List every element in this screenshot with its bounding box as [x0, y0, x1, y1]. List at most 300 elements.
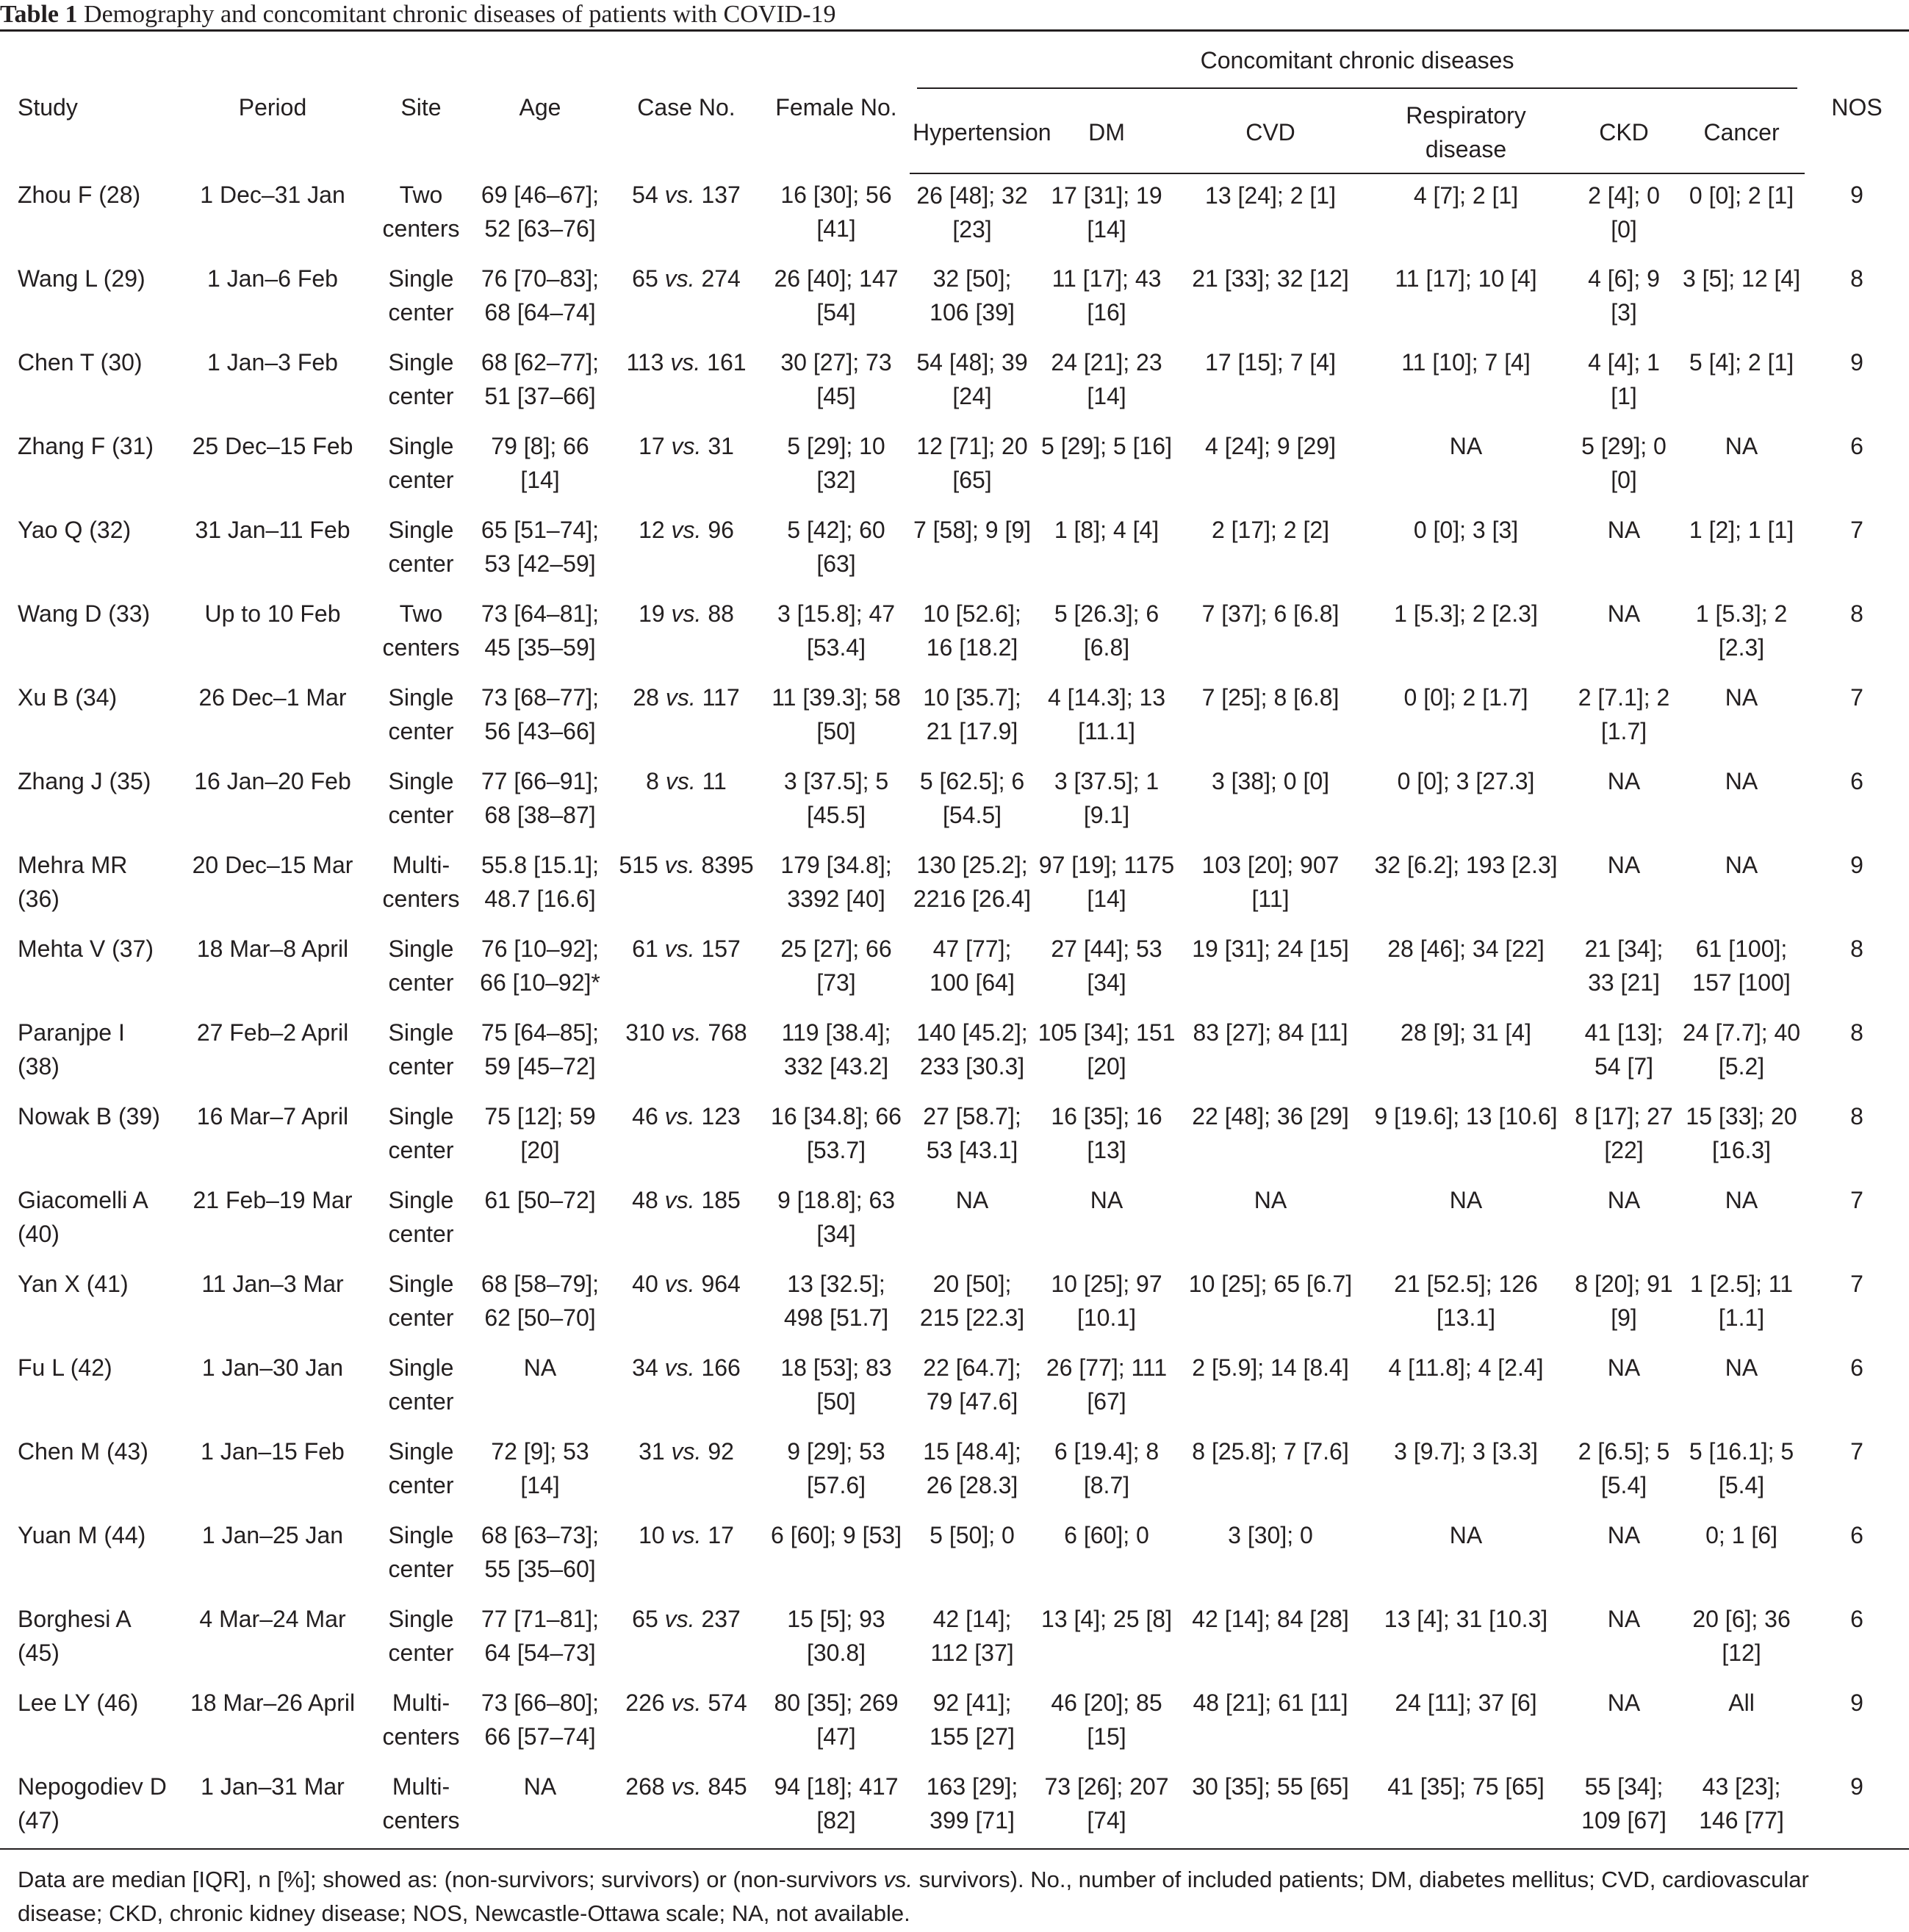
cell-dm: 11 [17]; 43 [16] — [1051, 265, 1162, 326]
cell-cvd: 2 [5.9]; 14 [8.4] — [1192, 1354, 1349, 1381]
cell-cvd: 42 [14]; 84 [28] — [1192, 1606, 1349, 1632]
cell-study: Paranjpe I (38) — [18, 1019, 125, 1080]
cell-case-no — [610, 1681, 763, 1765]
cell-nos: 9 — [1850, 852, 1863, 878]
cell-period: 21 Feb–19 Mar — [193, 1187, 353, 1213]
table-body — [0, 173, 1909, 1849]
case-survivors: 157 — [701, 936, 741, 962]
case-vs: vs. — [664, 1354, 695, 1381]
cell-cancer: 20 [6]; 36 [12] — [1692, 1606, 1791, 1666]
cell-study: Zhou F (28) — [18, 182, 141, 208]
cell-cancer: 0 [0]; 2 [1] — [1689, 182, 1794, 209]
cell-dm: NA — [1090, 1187, 1124, 1213]
cell-nos: 9 — [1850, 182, 1863, 208]
cell-respiratory: 4 [7]; 2 [1] — [1413, 182, 1519, 209]
case-vs: vs. — [671, 517, 702, 543]
header-dm: DM — [1035, 92, 1179, 173]
cell-age: 73 [68–77]; 56 [43–66] — [481, 684, 600, 744]
case-vs: vs. — [664, 1271, 695, 1297]
cell-cancer: NA — [1725, 852, 1758, 878]
cell-respiratory: 28 [46]; 34 [22] — [1387, 936, 1545, 962]
cell-female-no: 119 [38.4]; 332 [43.2] — [781, 1019, 891, 1080]
cell-female-no: 16 [30]; 56 [41] — [780, 182, 892, 242]
cell-ckd: NA — [1607, 1187, 1641, 1213]
table-row — [0, 1765, 1909, 1849]
cell-cancer: NA — [1725, 684, 1758, 711]
case-nonsurvivors: 17 — [639, 433, 665, 459]
case-vs: vs. — [671, 1019, 702, 1046]
header-study: Study — [0, 31, 173, 174]
cell-hypertension: 20 [50]; 215 [22.3] — [919, 1271, 1025, 1331]
case-nonsurvivors: 61 — [632, 936, 658, 962]
cell-nos: 8 — [1850, 1019, 1863, 1046]
header-ckd: CKD — [1570, 92, 1678, 173]
cell-period: 1 Jan–3 Feb — [207, 349, 338, 376]
table-row — [0, 509, 1909, 592]
cell-age: 73 [66–80]; 66 [57–74] — [481, 1689, 600, 1750]
cell-respiratory: 0 [0]; 2 [1.7] — [1403, 684, 1528, 711]
case-vs: vs. — [671, 433, 702, 459]
cell-case-no — [610, 1346, 763, 1430]
table-caption — [0, 0, 1909, 29]
cell-age: 68 [62–77]; 51 [37–66] — [481, 349, 600, 409]
case-nonsurvivors: 46 — [632, 1103, 658, 1130]
cell-study: Nepogodiev D (47) — [0, 1765, 173, 1849]
table-row — [0, 1681, 1909, 1765]
cell-cvd: 13 [24]; 2 [1] — [1205, 182, 1336, 209]
cell-cvd: 19 [31]; 24 [15] — [1192, 936, 1349, 962]
cell-respiratory: 11 [10]; 7 [4] — [1401, 349, 1531, 376]
cell-period: 18 Mar–26 April — [190, 1689, 356, 1716]
table-row — [0, 592, 1909, 676]
cell-dm: 3 [37.5]; 1 [9.1] — [1054, 768, 1160, 828]
case-vs: vs. — [664, 936, 695, 962]
case-nonsurvivors: 40 — [632, 1271, 658, 1297]
cell-age: 65 [51–74]; 53 [42–59] — [481, 517, 600, 577]
cell-dm: 1 [8]; 4 [4] — [1054, 517, 1160, 543]
cell-age: 75 [64–85]; 59 [45–72] — [481, 1019, 600, 1080]
cell-dm: 5 [29]; 5 [16] — [1041, 433, 1172, 459]
cell-female-no: 3 [37.5]; 5 [45.5] — [783, 768, 889, 828]
cell-hypertension: 10 [52.6]; 16 [18.2] — [923, 600, 1021, 661]
cell-case-no — [610, 927, 763, 1011]
cell-dm: 13 [4]; 25 [8] — [1041, 1606, 1172, 1632]
cell-age: 73 [64–81]; 45 [35–59] — [481, 600, 600, 661]
case-vs: vs. — [664, 1187, 695, 1213]
cell-study: Giacomelli A (40) — [18, 1187, 148, 1247]
cell-site: Single center — [388, 1019, 454, 1080]
cell-female-no: 9 [29]; 53 [57.6] — [787, 1438, 885, 1498]
cell-period: 1 Jan–31 Mar — [173, 1765, 372, 1849]
cell-ckd: 21 [34]; 33 [21] — [1584, 936, 1664, 996]
cell-female-no: 30 [27]; 73 [45] — [780, 349, 892, 409]
cell-respiratory: NA — [1449, 1522, 1483, 1548]
cell-female-no: 80 [35]; 269 [47] — [774, 1689, 899, 1750]
cell-age: 76 [70–83]; 68 [64–74] — [481, 265, 600, 326]
cell-study: Zhang J (35) — [18, 768, 151, 794]
cell-cancer: 15 [33]; 20 [16.3] — [1686, 1103, 1797, 1163]
header-hypertension: Hypertension — [910, 92, 1035, 173]
case-vs: vs. — [665, 768, 696, 794]
cell-cvd: 103 [20]; 907 [11] — [1201, 852, 1340, 912]
cell-cancer: NA — [1725, 768, 1758, 794]
cell-period: 1 Jan–6 Feb — [207, 265, 338, 292]
cell-site: Single center — [388, 768, 454, 828]
case-survivors: 123 — [701, 1103, 741, 1130]
table-title: Demography and concomitant chronic diseases of patients with COVID-19 — [84, 1, 836, 28]
case-survivors: 137 — [701, 182, 741, 208]
cell-study: Nowak B (39) — [18, 1103, 160, 1130]
cell-period: 27 Feb–2 April — [196, 1019, 349, 1046]
cell-cvd: 10 [25]; 65 [6.7] — [1188, 1271, 1353, 1297]
cell-cvd: 17 [15]; 7 [4] — [1205, 349, 1336, 376]
cell-study: Lee LY (46) — [18, 1689, 139, 1716]
cell-site: Two centers — [382, 182, 460, 242]
cell-cancer: 1 [2]; 1 [1] — [1689, 517, 1794, 543]
cell-case-no — [610, 592, 763, 676]
cell-nos: 7 — [1850, 1271, 1863, 1297]
cell-dm: 16 [35]; 16 [13] — [1051, 1103, 1162, 1163]
cell-study: Yuan M (44) — [18, 1522, 146, 1548]
header-site: Site — [372, 31, 470, 174]
cell-nos: 7 — [1850, 1438, 1863, 1465]
table-row — [0, 257, 1909, 341]
cell-respiratory: 9 [19.6]; 13 [10.6] — [1374, 1103, 1558, 1130]
cell-ckd: 4 [6]; 9 [3] — [1588, 265, 1660, 326]
cell-age: 77 [66–91]; 68 [38–87] — [481, 768, 600, 828]
cell-site: Single center — [388, 1271, 454, 1331]
cell-dm: 10 [25]; 97 [10.1] — [1051, 1271, 1162, 1331]
header-cancer: Cancer — [1678, 92, 1805, 173]
cell-study: Wang L (29) — [18, 265, 145, 292]
case-nonsurvivors: 48 — [632, 1187, 658, 1213]
cell-cancer: 24 [7.7]; 40 [5.2] — [1682, 1019, 1801, 1080]
cell-cancer: NA — [1725, 433, 1758, 459]
cell-case-no — [610, 341, 763, 425]
case-survivors: 92 — [708, 1438, 734, 1465]
cell-ckd: NA — [1607, 852, 1641, 878]
cell-nos: 8 — [1850, 1103, 1863, 1130]
case-nonsurvivors: 65 — [632, 1606, 658, 1632]
cell-period: 31 Jan–11 Feb — [195, 517, 350, 543]
cell-cvd: 30 [35]; 55 [65] — [1179, 1765, 1362, 1849]
cell-age: 69 [46–67]; 52 [63–76] — [481, 182, 600, 242]
cell-study: Fu L (42) — [18, 1354, 112, 1381]
case-survivors: 574 — [708, 1689, 747, 1716]
cell-nos: 9 — [1805, 1765, 1909, 1849]
cell-ckd: 2 [6.5]; 5 [5.4] — [1578, 1438, 1670, 1498]
cell-nos: 8 — [1850, 936, 1863, 962]
case-survivors: 17 — [708, 1522, 734, 1548]
cell-period: 1 Jan–15 Feb — [201, 1438, 345, 1465]
cell-female-no: 5 [29]; 10 [32] — [787, 433, 885, 493]
cell-female-no: 25 [27]; 66 [73] — [780, 936, 892, 996]
table-row — [0, 1430, 1909, 1514]
cell-cvd: NA — [1254, 1187, 1287, 1213]
cell-respiratory: 21 [52.5]; 126 [13.1] — [1394, 1271, 1538, 1331]
cell-study: Yao Q (32) — [18, 517, 132, 543]
cell-dm: 97 [19]; 1175 [14] — [1038, 852, 1175, 912]
cell-dm: 4 [14.3]; 13 [11.1] — [1047, 684, 1166, 744]
cell-site: Single center — [388, 1354, 454, 1415]
case-nonsurvivors: 268 — [625, 1773, 665, 1800]
cell-dm: 46 [20]; 85 [15] — [1051, 1689, 1162, 1750]
table-row — [0, 844, 1909, 927]
header-nos: NOS — [1805, 31, 1909, 174]
cell-dm: 5 [26.3]; 6 [6.8] — [1054, 600, 1160, 661]
cell-respiratory: NA — [1449, 1187, 1483, 1213]
cell-site: Single center — [388, 433, 454, 493]
cell-period: Up to 10 Feb — [204, 600, 341, 627]
case-survivors: 8395 — [701, 852, 754, 878]
table-row — [0, 1598, 1909, 1681]
cell-hypertension: 42 [14]; 112 [37] — [930, 1606, 1014, 1666]
cell-site: Multi-centers — [372, 1765, 470, 1849]
data-table — [0, 29, 1909, 1850]
header-case-no: Case No. — [610, 31, 763, 174]
case-nonsurvivors: 113 — [626, 349, 664, 376]
cell-ckd: NA — [1607, 768, 1641, 794]
case-vs: vs. — [671, 1689, 702, 1716]
table-row — [0, 1514, 1909, 1598]
cell-study: Chen M (43) — [18, 1438, 148, 1465]
cell-case-no — [610, 173, 763, 257]
case-survivors: 161 — [707, 349, 747, 376]
cell-dm: 73 [26]; 207 [74] — [1035, 1765, 1179, 1849]
cell-nos: 6 — [1850, 433, 1863, 459]
cell-nos: 6 — [1850, 1522, 1863, 1548]
header-period: Period — [173, 31, 372, 174]
cell-cvd: 3 [30]; 0 — [1228, 1522, 1313, 1548]
case-survivors: 274 — [701, 265, 741, 292]
cell-site: Single center — [388, 1522, 454, 1582]
cell-female-no: 15 [5]; 93 [30.8] — [787, 1606, 885, 1666]
cell-case-no — [610, 1263, 763, 1346]
cell-cvd: 4 [24]; 9 [29] — [1205, 433, 1336, 459]
cell-cancer: 5 [16.1]; 5 [5.4] — [1689, 1438, 1794, 1498]
cell-cvd: 83 [27]; 84 [11] — [1193, 1019, 1348, 1046]
cell-ckd: 2 [7.1]; 2 [1.7] — [1578, 684, 1670, 744]
cell-dm: 26 [77]; 111 [67] — [1046, 1354, 1168, 1415]
case-vs: vs. — [664, 852, 695, 878]
cell-respiratory: 24 [11]; 37 [6] — [1395, 1689, 1537, 1716]
cell-respiratory: 0 [0]; 3 [27.3] — [1397, 768, 1535, 794]
case-survivors: 166 — [701, 1354, 741, 1381]
case-vs: vs. — [671, 1522, 702, 1548]
case-nonsurvivors: 226 — [625, 1689, 665, 1716]
cell-site: Single center — [388, 517, 454, 577]
cell-dm: 105 [34]; 151 [20] — [1038, 1019, 1176, 1080]
cell-dm: 17 [31]; 19 [14] — [1051, 182, 1162, 243]
cell-respiratory: NA — [1449, 433, 1483, 459]
cell-nos: 8 — [1850, 265, 1863, 292]
cell-cancer: 5 [4]; 2 [1] — [1689, 349, 1794, 376]
cell-female-no: 16 [34.8]; 66 [53.7] — [771, 1103, 902, 1163]
cell-case-no — [610, 1765, 763, 1849]
cell-ckd: NA — [1607, 517, 1641, 543]
cell-case-no — [610, 844, 763, 927]
cell-dm: 6 [19.4]; 8 [8.7] — [1054, 1438, 1160, 1498]
case-survivors: 117 — [702, 684, 740, 711]
cell-cancer: 0; 1 [6] — [1705, 1522, 1777, 1548]
case-nonsurvivors: 8 — [646, 768, 659, 794]
footnote-text-1: Data are median [IQR], n [%]; showed as: (non-survivors; survivors) or (non-survivors — [18, 1867, 884, 1892]
cell-respiratory: 0 [0]; 3 [3] — [1413, 517, 1519, 543]
cell-ckd: 8 [17]; 27 [22] — [1575, 1103, 1673, 1163]
cell-hypertension: 5 [50]; 0 — [930, 1522, 1015, 1548]
case-survivors: 31 — [708, 433, 734, 459]
cell-nos: 6 — [1850, 1606, 1863, 1632]
cell-period: 18 Mar–8 April — [196, 936, 349, 962]
cell-female-no: 13 [32.5]; 498 [51.7] — [783, 1271, 889, 1331]
cell-nos: 7 — [1850, 684, 1863, 711]
cell-ckd: NA — [1607, 1354, 1641, 1381]
cell-study: Mehra MR (36) — [18, 852, 128, 912]
cell-cancer: 43 [23]; 146 [77] — [1678, 1765, 1805, 1849]
cell-ckd: NA — [1607, 1689, 1641, 1716]
cell-nos: 6 — [1850, 1354, 1863, 1381]
cell-ckd: NA — [1607, 1606, 1641, 1632]
cell-case-no — [610, 425, 763, 509]
cell-period: 16 Jan–20 Feb — [194, 768, 351, 794]
case-survivors: 96 — [708, 517, 734, 543]
cell-study: Wang D (33) — [18, 600, 151, 627]
cell-respiratory: 41 [35]; 75 [65] — [1362, 1765, 1570, 1849]
cell-site: Single center — [388, 1103, 454, 1163]
cell-case-no — [610, 760, 763, 844]
cell-case-no — [610, 1430, 763, 1514]
cell-nos: 9 — [1850, 1689, 1863, 1716]
footnote-text-2: survivors). No., number of included patients; DM, diabetes mellitus; CVD, cardiovascular disease; CKD, chronic kidney disease; NOS, Newcastle-Ottawa scale; NA, not available. — [18, 1867, 1809, 1926]
cell-ckd: 8 [20]; 91 [9] — [1575, 1271, 1673, 1331]
cell-site: Single center — [388, 1606, 454, 1666]
cell-hypertension: 92 [41]; 155 [27] — [930, 1689, 1015, 1750]
case-nonsurvivors: 19 — [639, 600, 665, 627]
cell-period: 26 Dec–1 Mar — [198, 684, 347, 711]
cell-female-no: 6 [60]; 9 [53] — [771, 1522, 902, 1548]
cell-nos: 7 — [1850, 1187, 1863, 1213]
cell-site: Single center — [388, 1187, 454, 1247]
footnote-vs: vs. — [883, 1867, 913, 1892]
header-respiratory: Respiratory disease — [1362, 92, 1570, 173]
cell-case-no — [610, 676, 763, 760]
cell-hypertension: 26 [48]; 32 [23] — [916, 182, 1028, 243]
cell-nos: 8 — [1850, 600, 1863, 627]
cell-period: 1 Jan–25 Jan — [201, 1522, 344, 1548]
cell-study: Mehta V (37) — [18, 936, 154, 962]
cell-dm: 24 [21]; 23 [14] — [1051, 349, 1162, 409]
cell-age: 68 [58–79]; 62 [50–70] — [481, 1271, 600, 1331]
case-vs: vs. — [671, 1438, 702, 1465]
case-survivors: 237 — [701, 1606, 741, 1632]
cell-hypertension: 7 [58]; 9 [9] — [913, 517, 1032, 543]
case-vs: vs. — [664, 182, 695, 208]
header-cvd: CVD — [1179, 92, 1362, 173]
case-nonsurvivors: 34 — [632, 1354, 658, 1381]
cell-cancer: NA — [1725, 1354, 1758, 1381]
cell-hypertension: 15 [48.4]; 26 [28.3] — [923, 1438, 1021, 1498]
case-nonsurvivors: 31 — [639, 1438, 665, 1465]
case-nonsurvivors: 54 — [632, 182, 658, 208]
cell-age: 55.8 [15.1]; 48.7 [16.6] — [481, 852, 600, 912]
cell-case-no — [610, 1011, 763, 1095]
cell-period: 1 Dec–31 Jan — [200, 182, 345, 208]
cell-respiratory: 4 [11.8]; 4 [2.4] — [1388, 1354, 1544, 1381]
cell-site: Two centers — [382, 600, 460, 661]
cell-dm: 27 [44]; 53 [34] — [1051, 936, 1162, 996]
cell-respiratory: 3 [9.7]; 3 [3.3] — [1394, 1438, 1538, 1465]
cell-site: Single center — [388, 1438, 454, 1498]
cell-cvd: 7 [25]; 8 [6.8] — [1201, 684, 1340, 711]
cell-female-no: 11 [39.3]; 58 [50] — [772, 684, 901, 744]
case-vs: vs. — [664, 1606, 695, 1632]
case-vs: vs. — [665, 684, 696, 711]
cell-hypertension: 54 [48]; 39 [24] — [916, 349, 1028, 409]
cell-age: 79 [8]; 66 [14] — [491, 433, 589, 493]
cell-hypertension: 47 [77]; 100 [64] — [930, 936, 1015, 996]
cell-period: 4 Mar–24 Mar — [199, 1606, 346, 1632]
cell-age: 76 [10–92]; 66 [10–92]* — [480, 936, 600, 996]
cell-hypertension: 163 [29]; 399 [71] — [910, 1765, 1035, 1849]
cell-case-no — [610, 1598, 763, 1681]
cell-cvd: 7 [37]; 6 [6.8] — [1201, 600, 1340, 627]
case-nonsurvivors: 28 — [633, 684, 659, 711]
cell-ckd: 5 [29]; 0 [0] — [1581, 433, 1667, 493]
table-row — [0, 760, 1909, 844]
table-row — [0, 1179, 1909, 1263]
table-row — [0, 927, 1909, 1011]
cell-cvd: 48 [21]; 61 [11] — [1193, 1689, 1348, 1716]
cell-cancer: All — [1728, 1689, 1755, 1716]
cell-cvd: 3 [38]; 0 [0] — [1211, 768, 1330, 794]
cell-cvd: 21 [33]; 32 [12] — [1192, 265, 1349, 292]
cell-ckd: 2 [4]; 0 [0] — [1588, 182, 1660, 243]
cell-site: Single center — [388, 684, 454, 744]
cell-female-no: 3 [15.8]; 47 [53.4] — [777, 600, 896, 661]
cell-cancer: 1 [2.5]; 11 [1.1] — [1690, 1271, 1793, 1331]
cell-hypertension: 32 [50]; 106 [39] — [930, 265, 1015, 326]
case-vs: vs. — [664, 265, 695, 292]
cell-period: 11 Jan–3 Mar — [201, 1271, 344, 1297]
cell-hypertension: 5 [62.5]; 6 [54.5] — [919, 768, 1025, 828]
cell-ckd: 55 [34]; 109 [67] — [1570, 1765, 1678, 1849]
table-row — [0, 1346, 1909, 1430]
cell-cancer: NA — [1725, 1187, 1758, 1213]
table-row — [0, 1095, 1909, 1179]
cell-age: 61 [50–72] — [484, 1187, 596, 1213]
cell-ckd: 41 [13]; 54 [7] — [1584, 1019, 1664, 1080]
cell-female-no: 179 [34.8]; 3392 [40] — [780, 852, 892, 912]
case-survivors: 964 — [701, 1271, 741, 1297]
table-row — [0, 1263, 1909, 1346]
cell-hypertension: 140 [45.2]; 233 [30.3] — [916, 1019, 1028, 1080]
table-row — [0, 1011, 1909, 1095]
data-table-container — [0, 29, 1909, 1850]
cell-dm: 6 [60]; 0 — [1064, 1522, 1149, 1548]
cell-study: Xu B (34) — [18, 684, 118, 711]
case-survivors: 11 — [702, 768, 727, 794]
cell-study: Zhang F (31) — [18, 433, 154, 459]
case-nonsurvivors: 310 — [625, 1019, 665, 1046]
cell-study: Yan X (41) — [18, 1271, 129, 1297]
cell-respiratory: 28 [9]; 31 [4] — [1401, 1019, 1531, 1046]
cell-hypertension: 27 [58.7]; 53 [43.1] — [923, 1103, 1021, 1163]
cell-period: 16 Mar–7 April — [196, 1103, 349, 1130]
cell-site: Single center — [388, 265, 454, 326]
cell-hypertension: 12 [71]; 20 [65] — [916, 433, 1028, 493]
header-female-no: Female No. — [763, 31, 910, 174]
table-row — [0, 173, 1909, 257]
